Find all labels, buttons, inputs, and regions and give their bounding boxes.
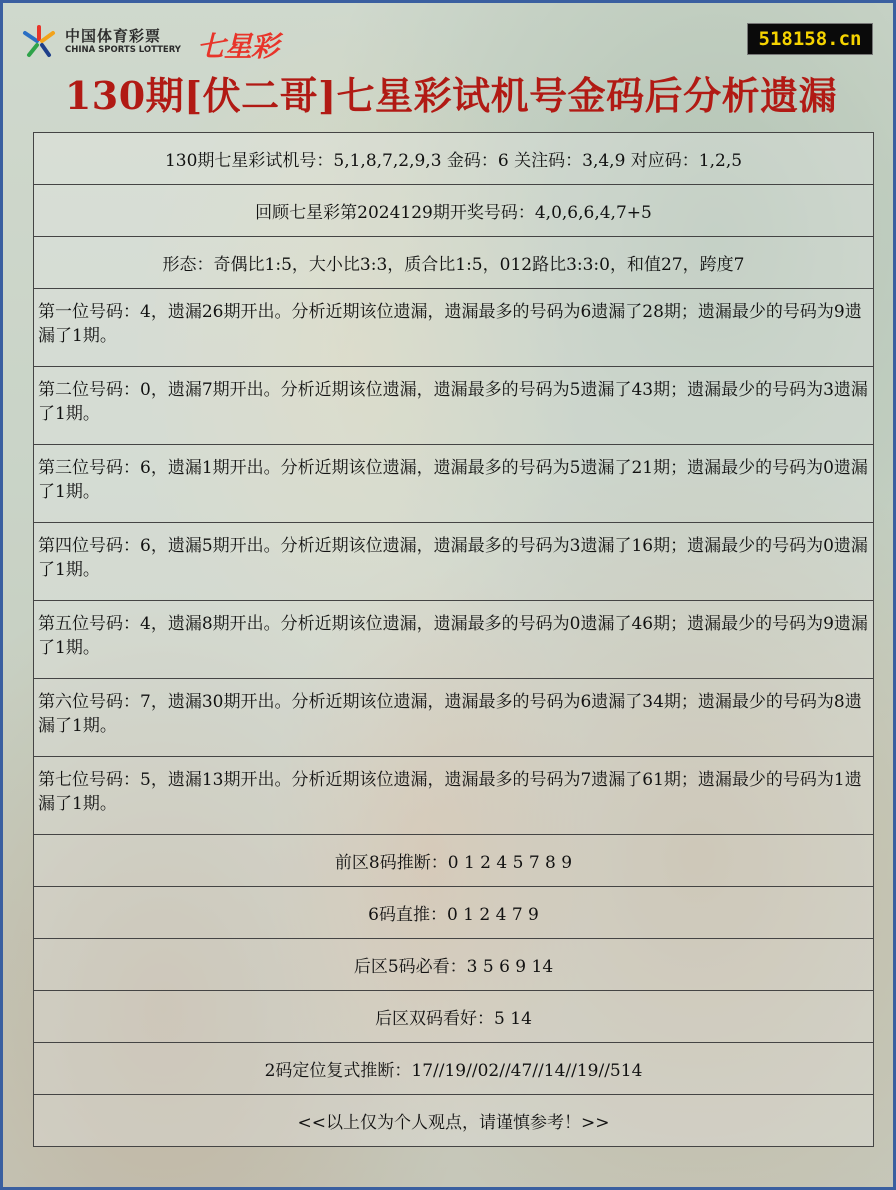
table-row <box>34 1095 874 1147</box>
analysis-table <box>33 132 874 1147</box>
table-row <box>34 523 874 601</box>
back-double-code-cell: 后区双码看好：5 14 <box>34 991 874 1043</box>
position-4-cell: 第四位号码：6，遗漏5期开出。分析近期该位遗漏，遗漏最多的号码为3遗漏了16期；遗漏最少的号码为0遗漏了1期。 <box>34 523 874 601</box>
table-row <box>34 887 874 939</box>
lottery-star-icon <box>21 25 57 59</box>
position-2-cell: 第二位号码：0，遗漏7期开出。分析近期该位遗漏，遗漏最多的号码为5遗漏了43期；遗漏最少的号码为3遗漏了1期。 <box>34 367 874 445</box>
logo-en-name: CHINA SPORTS LOTTERY <box>65 45 181 55</box>
table-row <box>34 757 874 835</box>
logo-game-name: 七星彩 <box>197 30 279 63</box>
table-row <box>34 1043 874 1095</box>
china-sports-lottery-logo <box>21 23 281 63</box>
table-row <box>34 601 874 679</box>
logo-cn-name: 中国体育彩票 <box>65 27 162 45</box>
last-draw-cell: 回顾七星彩第2024129期开奖号码：4,0,6,6,4,7+5 <box>34 185 874 237</box>
table-row <box>34 185 874 237</box>
position-6-cell: 第六位号码：7，遗漏30期开出。分析近期该位遗漏，遗漏最多的号码为6遗漏了34期；遗漏最少的号码为8遗漏了1期。 <box>34 679 874 757</box>
position-3-cell: 第三位号码：6，遗漏1期开出。分析近期该位遗漏，遗漏最多的号码为5遗漏了21期；遗漏最少的号码为0遗漏了1期。 <box>34 445 874 523</box>
position-1-cell: 第一位号码：4，遗漏26期开出。分析近期该位遗漏，遗漏最多的号码为6遗漏了28期；遗漏最少的号码为9遗漏了1期。 <box>34 289 874 367</box>
front-8-code-cell: 前区8码推断：0 1 2 4 5 7 8 9 <box>34 835 874 887</box>
two-code-position-cell: 2码定位复式推断：17//19//02//47//14//19//514 <box>34 1043 874 1095</box>
position-7-cell: 第七位号码：5，遗漏13期开出。分析近期该位遗漏，遗漏最多的号码为7遗漏了61期；遗漏最少的号码为1遗漏了1期。 <box>34 757 874 835</box>
disclaimer-cell: <<以上仅为个人观点，请谨慎参考！>> <box>34 1095 874 1147</box>
position-5-cell: 第五位号码：4，遗漏8期开出。分析近期该位遗漏，遗漏最多的号码为0遗漏了46期；遗漏最少的号码为9遗漏了1期。 <box>34 601 874 679</box>
pattern-cell: 形态：奇偶比1:5，大小比3:3，质合比1:5，012路比3:3:0，和值27，跨度7 <box>34 237 874 289</box>
table-row <box>34 939 874 991</box>
table-row <box>34 289 874 367</box>
trial-number-cell: 130期七星彩试机号：5,1,8,7,2,9,3 金码：6 关注码：3,4,9 对应码：1,2,5 <box>34 133 874 185</box>
table-row <box>34 367 874 445</box>
table-row <box>34 133 874 185</box>
site-badge: 518158.cn <box>747 23 873 55</box>
table-row <box>34 835 874 887</box>
table-row <box>34 679 874 757</box>
back-5-code-cell: 后区5码必看：3 5 6 9 14 <box>34 939 874 991</box>
table-row <box>34 991 874 1043</box>
page-title: 130期[伏二哥]七星彩试机号金码后分析遗漏 <box>64 73 838 118</box>
table-row <box>34 237 874 289</box>
six-code-cell: 6码直推：0 1 2 4 7 9 <box>34 887 874 939</box>
table-row <box>34 445 874 523</box>
